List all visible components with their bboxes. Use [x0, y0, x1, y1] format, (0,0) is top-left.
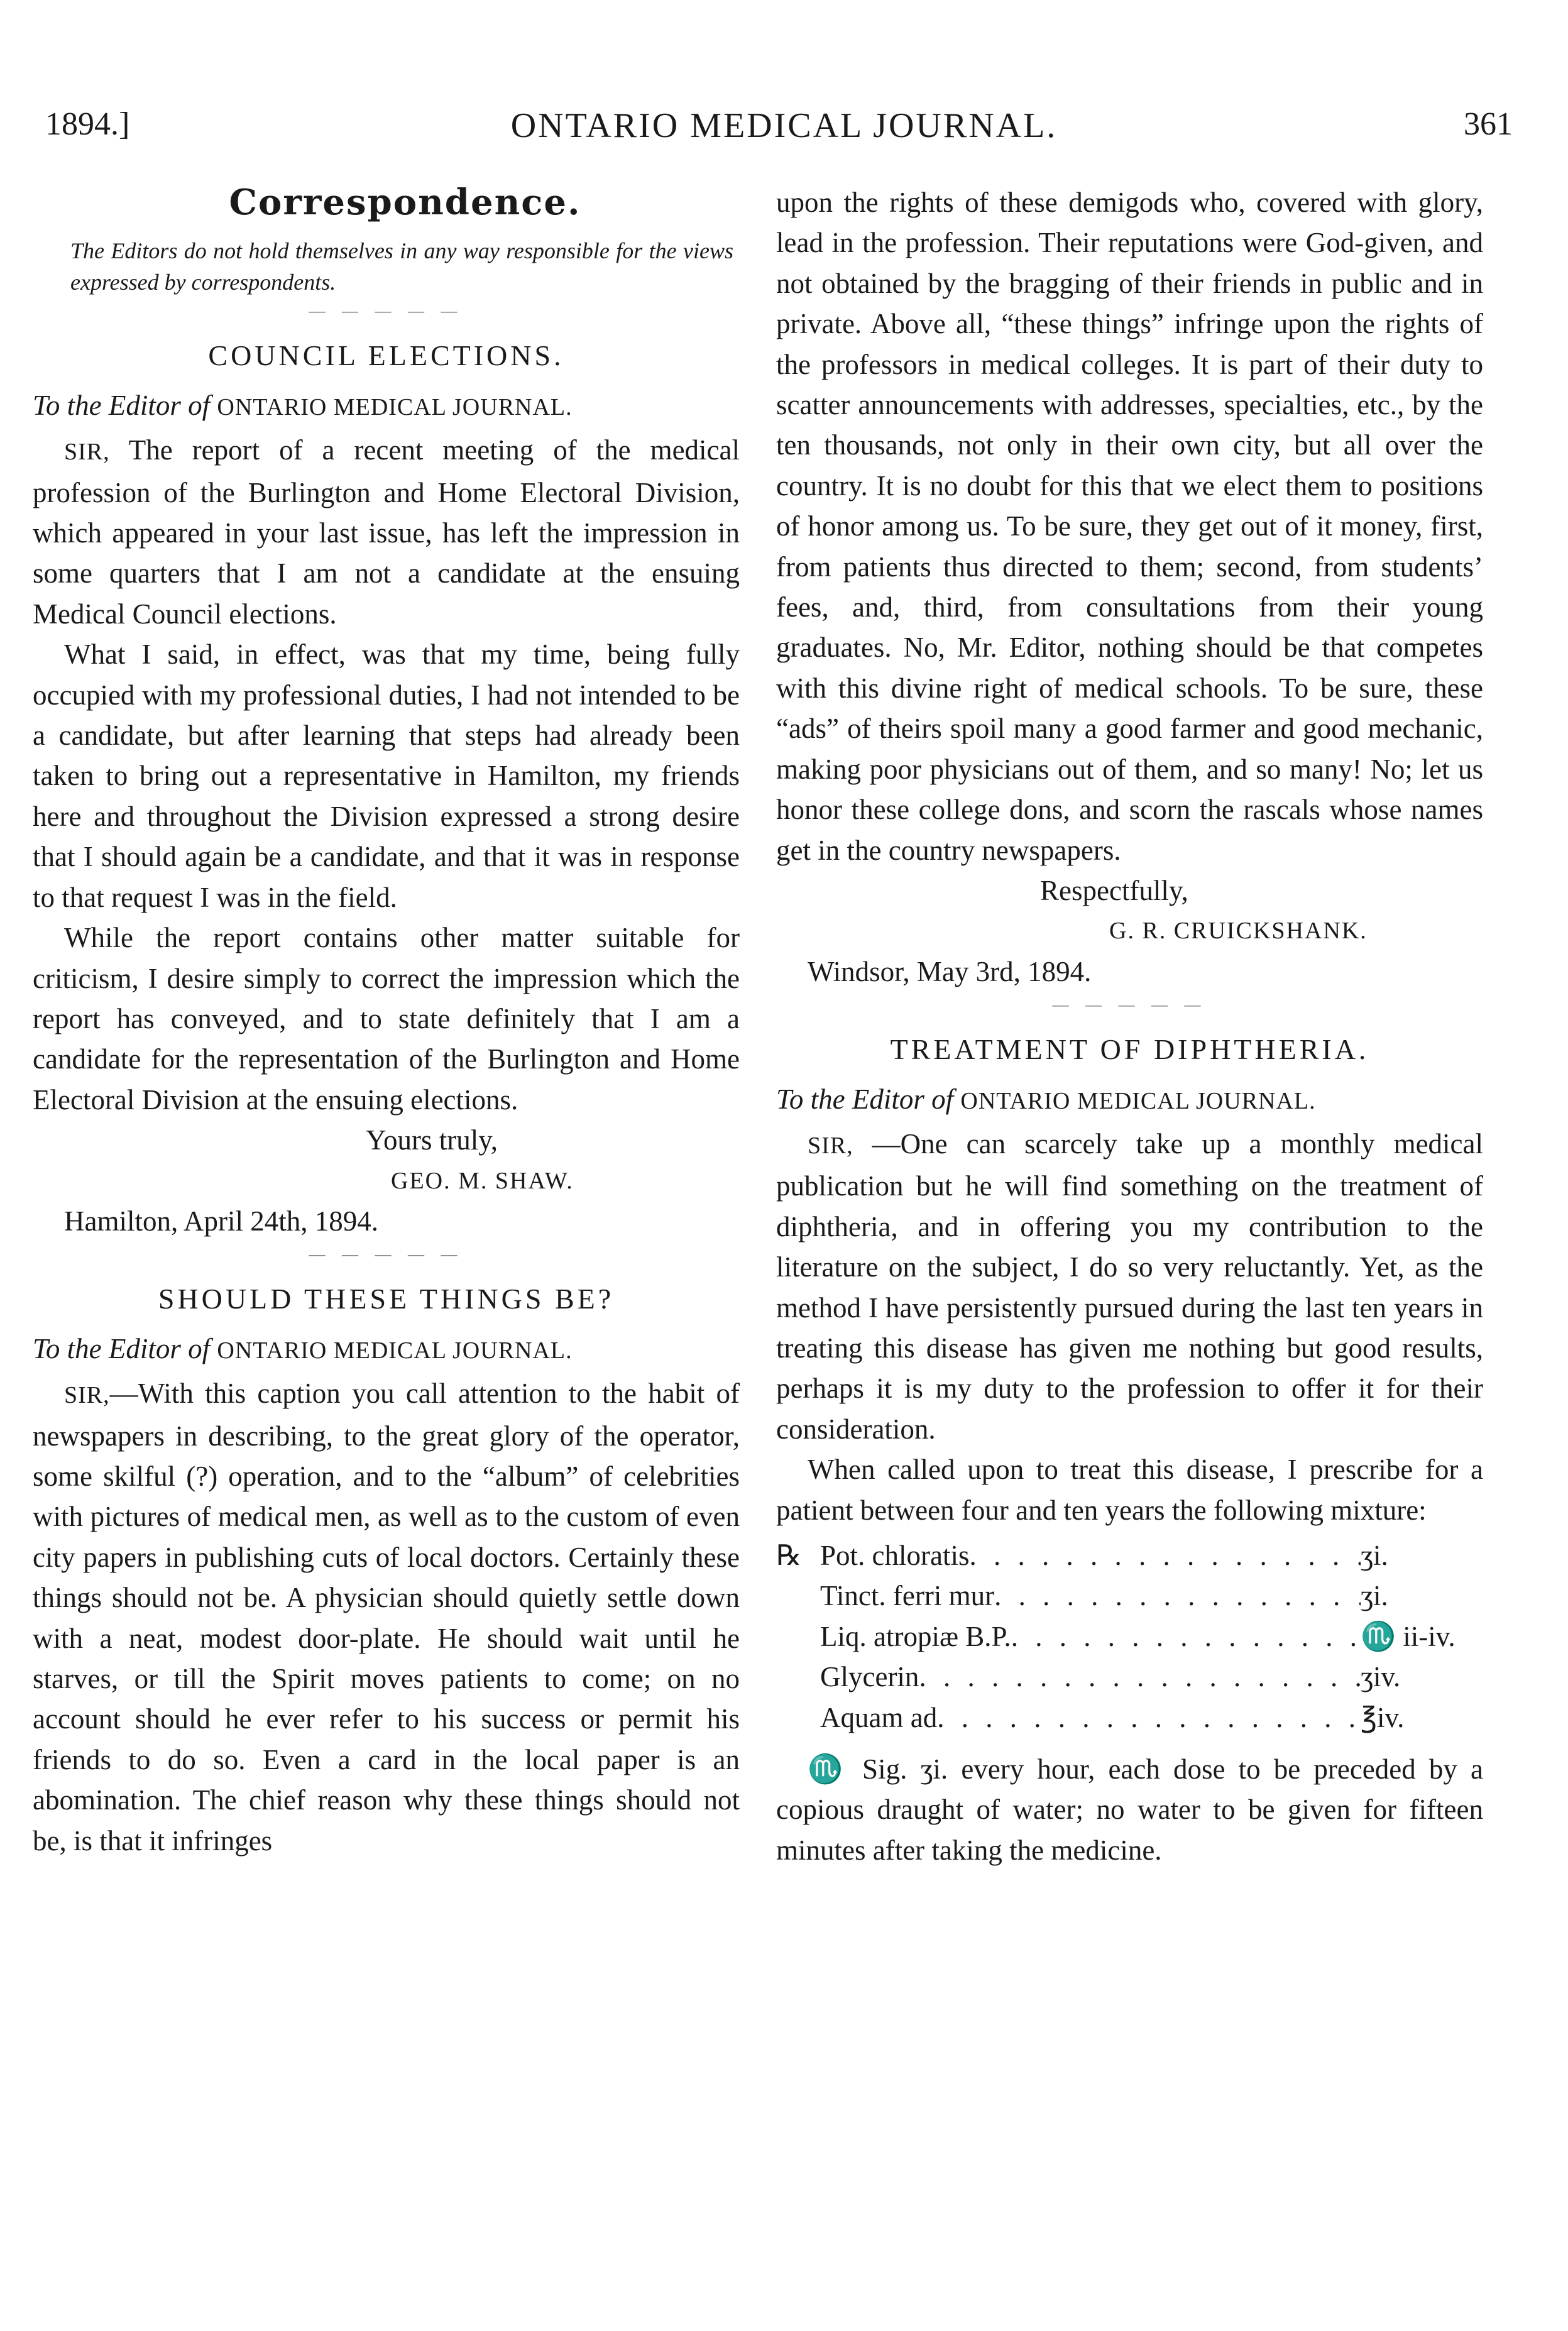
header-year: 1894.]	[45, 106, 130, 142]
prescription-row	[776, 1535, 1455, 1576]
paragraph	[33, 430, 740, 634]
prescription-row	[776, 1657, 1455, 1697]
salutation: SIR,	[64, 439, 110, 466]
place-date: Windsor, May 3rd, 1894.	[808, 955, 1092, 987]
journal-title: ONTARIO MEDICAL JOURNAL.	[510, 106, 1058, 145]
recipe-symbol: ℞	[776, 1540, 802, 1571]
dose: ℥iv.	[1361, 1701, 1405, 1733]
ingredient: Tinct. ferri mur	[820, 1580, 995, 1612]
dot-leader	[919, 1657, 1361, 1697]
divider: — — — — —	[309, 1245, 464, 1264]
dot-leader	[937, 1698, 1361, 1738]
divider: — — — — —	[1052, 995, 1207, 1014]
signature: G. R. CRUICKSHANK.	[1109, 918, 1368, 945]
to-editor-journal: ONTARIO MEDICAL JOURNAL.	[217, 1337, 573, 1364]
salutation: SIR,	[64, 1382, 110, 1409]
page-number: 361	[1464, 106, 1513, 142]
signature: GEO. M. SHAW.	[391, 1167, 574, 1194]
closing: Yours truly,	[366, 1124, 498, 1156]
paragraph-text: —One can scarcely take up a monthly medical publication but he will find something on the treatment of diphtheria, and in offering you my contribution to the literature on the subject, I do so very reluctantly. Yet, as the method I have persistently pursued during the last ten years in treating this disease has given me nothing but good results, perhaps it is my duty to the profession to offer it for their consideration.	[776, 1127, 1484, 1445]
dose: ʒiv.	[1361, 1661, 1401, 1693]
dose: ʒi.	[1361, 1580, 1388, 1612]
salutation: SIR,	[808, 1132, 853, 1159]
prescription-row	[776, 1616, 1455, 1657]
ingredient: Pot. chloratis	[820, 1540, 970, 1571]
prescription-row	[776, 1576, 1455, 1616]
ingredient: Glycerin	[820, 1661, 919, 1693]
article-title-council-elections: COUNCIL ELECTIONS.	[208, 339, 564, 372]
dot-leader	[994, 1576, 1361, 1616]
paragraph: When called upon to treat this disease, I prescribe for a patient between four and ten years the following mixture:	[776, 1454, 1483, 1526]
correspondence-heading: Correspondence.	[229, 182, 581, 223]
ingredient: Liq. atropiæ B.P.	[820, 1620, 1011, 1652]
to-editor-italic: To the Editor of	[33, 1332, 211, 1364]
to-editor-italic: To the Editor of	[776, 1083, 954, 1115]
paragraph: What I said, in effect, was that my time, being fully occupied with my professional duties, I had not intended to be a candidate, but after learning that steps had already been taken to bring out a representative in Hamilton, my friends here and throughout the Division expressed a strong desire that I should again be a candidate, and that it was in response to that request I was in the field.	[33, 639, 740, 913]
prescription-table	[776, 1535, 1455, 1738]
running-header	[0, 106, 1568, 162]
dot-leader	[969, 1535, 1361, 1576]
to-editor-journal: ONTARIO MEDICAL JOURNAL.	[960, 1087, 1316, 1114]
paragraph-text: —With this caption you call attention to the habit of newspapers in describing, to the great glory of the operator, some skilful (?) operation, and to the “album” of celebrities with pictures of medical men, as well as to the custom of even city papers in publishing cuts of local doctors. Certainly these things should not be. A physician should quietly settle down with a neat, modest door-plate. He should wait until he starves, or till the Spirit moves patients to come; on no account should he ever refer to his success or permit his friends to do so. Even a card in the local paper is an abomination. The chief reason why these things should not be, is that it infringes	[33, 1378, 740, 1857]
to-editor-italic: To the Editor of	[33, 389, 211, 421]
closing: Respectfully,	[1040, 874, 1188, 906]
paragraph-text: The report of a recent meeting of the medical profession of the Burlington and Home Electoral Division, which appeared in your last issue, has left the impression in some quarters that I am not a candidate at the ensuing Medical Council elections.	[33, 434, 740, 630]
article-title-treatment-of-diphtheria: TREATMENT OF DIPHTHERIA.	[890, 1033, 1369, 1066]
ingredient: Aquam ad	[820, 1701, 938, 1733]
divider: — — — — —	[309, 302, 464, 321]
left-column	[33, 182, 740, 1861]
to-editor-line	[33, 1329, 740, 1371]
paragraph-continuation: upon the rights of these demigods who, covered with glory, lead in the profession. Their reputations were God-given, and not obtained by the bragging of their friends in public and in private. Above all, “these things” infringe upon the rights of the professors in medical colleges. It is part of their duty to scatter announcements with addresses, specialties, etc., by the ten thousands, not only in their own city, but all over the country. It is no doubt for this that we elect them to positions of honor among us. To be sure, they get out of it money, first, from patients thus directed to them; second, from students’ fees, and, third, from consultations from their young graduates. No, Mr. Editor, nothing should be that competes with this divine right of medical schools. To be sure, these “ads” of theirs spoil many a good farmer and good mechanic, making poor physicians out of them, and so many! No; let us honor these college dons, and scorn the rascals whose names get in the country newspapers.	[776, 187, 1483, 866]
paragraph: ♏ Sig. ʒi. every hour, each dose to be preceded by a copious draught of water; no water to be given for fifteen minutes after taking the medicine.	[776, 1753, 1483, 1866]
to-editor-line	[33, 385, 740, 427]
paragraph	[776, 1124, 1483, 1449]
paragraph: While the report contains other matter suitable for criticism, I desire simply to correct the impression which the report has conveyed, and to state definitely that I am a candidate for the representation of the Burlington and Home Electoral Division at the ensuing elections.	[33, 922, 740, 1116]
prescription-row	[776, 1698, 1455, 1738]
place-date: Hamilton, April 24th, 1894.	[64, 1205, 378, 1237]
right-column	[776, 182, 1483, 1870]
dose: ʒi.	[1361, 1540, 1388, 1571]
dose: ♏ ii-iv.	[1361, 1620, 1456, 1652]
paragraph	[33, 1373, 740, 1861]
to-editor-line	[776, 1079, 1483, 1121]
dot-leader	[1011, 1616, 1361, 1657]
editorial-disclaimer: The Editors do not hold themselves in any way responsible for the views expressed by correspondents.	[70, 238, 733, 295]
article-title-should-these-things-be: SHOULD THESE THINGS BE?	[158, 1283, 615, 1315]
to-editor-journal: ONTARIO MEDICAL JOURNAL.	[217, 393, 573, 420]
